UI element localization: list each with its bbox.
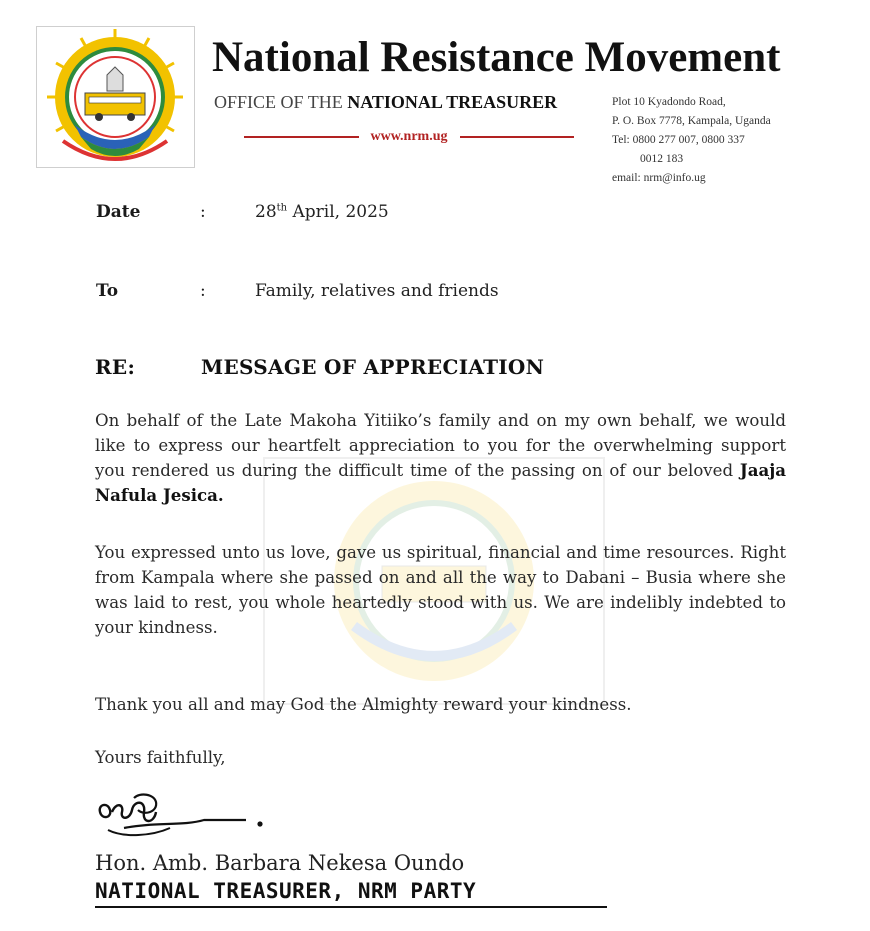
address-line: Plot 10 Kyadondo Road, — [612, 96, 726, 108]
paragraph-3: Thank you all and may God the Almighty reward your kindness. — [95, 695, 632, 714]
contact-address — [612, 93, 842, 188]
nrm-logo-icon — [37, 27, 194, 167]
closing-line: Yours faithfully, — [95, 748, 226, 767]
email-line: email: nrm@info.ug — [612, 172, 706, 184]
to-colon: : — [200, 281, 206, 301]
date-rest: April, 2025 — [287, 202, 389, 222]
website-link[interactable]: www.nrm.ug — [370, 129, 448, 144]
website-row — [244, 126, 574, 148]
signatory-name: Hon. Amb. Barbara Nekesa Oundo — [95, 851, 465, 875]
right-rule — [460, 136, 575, 138]
paragraph-1 — [95, 408, 786, 508]
organization-name: National Resistance Movement — [212, 34, 781, 81]
signatory-title: NATIONAL TREASURER, NRM PARTY — [95, 879, 477, 903]
re-label: RE: — [95, 355, 136, 379]
deceased-name: Jaaja Nafula Jesica. — [95, 460, 786, 505]
subject-heading: MESSAGE OF APPRECIATION — [201, 355, 545, 379]
date-label: Date — [96, 202, 141, 222]
date-suffix: th — [276, 202, 288, 214]
phone-line: Tel: 0800 277 007, 0800 337 — [612, 134, 745, 146]
paragraph-2: You expressed unto us love, gave us spiritual, financial and time resources. Right from Kampala where she passed on and all the way to Dabani – Busia where she was laid to rest, you whole heartedly stood with us. We are indelibly indebted to your kindness. — [95, 543, 786, 637]
date-colon: : — [200, 202, 206, 222]
date-day: 28 — [255, 202, 277, 222]
to-value: Family, relatives and friends — [255, 281, 499, 301]
nrm-logo — [36, 26, 195, 168]
to-label: To — [96, 281, 119, 301]
office-name: NATIONAL TREASURER — [347, 92, 558, 112]
office-prefix: OFFICE OF THE — [214, 92, 343, 112]
phone-line-continued: 0012 183 — [640, 153, 684, 165]
signature-icon — [94, 790, 274, 850]
paragraph-1-text: On behalf of the Late Makoha Yitiiko’s family and on my own behalf, we would like to express our heartfelt appreciation to you for the overwhelming support you rendered us during the difficult time of the passing on of our beloved — [95, 411, 786, 480]
signatory-title-underline — [95, 906, 607, 908]
left-rule — [244, 136, 359, 138]
date-value — [255, 202, 389, 222]
office-line — [214, 92, 557, 113]
address-line: P. O. Box 7778, Kampala, Uganda — [612, 115, 771, 127]
